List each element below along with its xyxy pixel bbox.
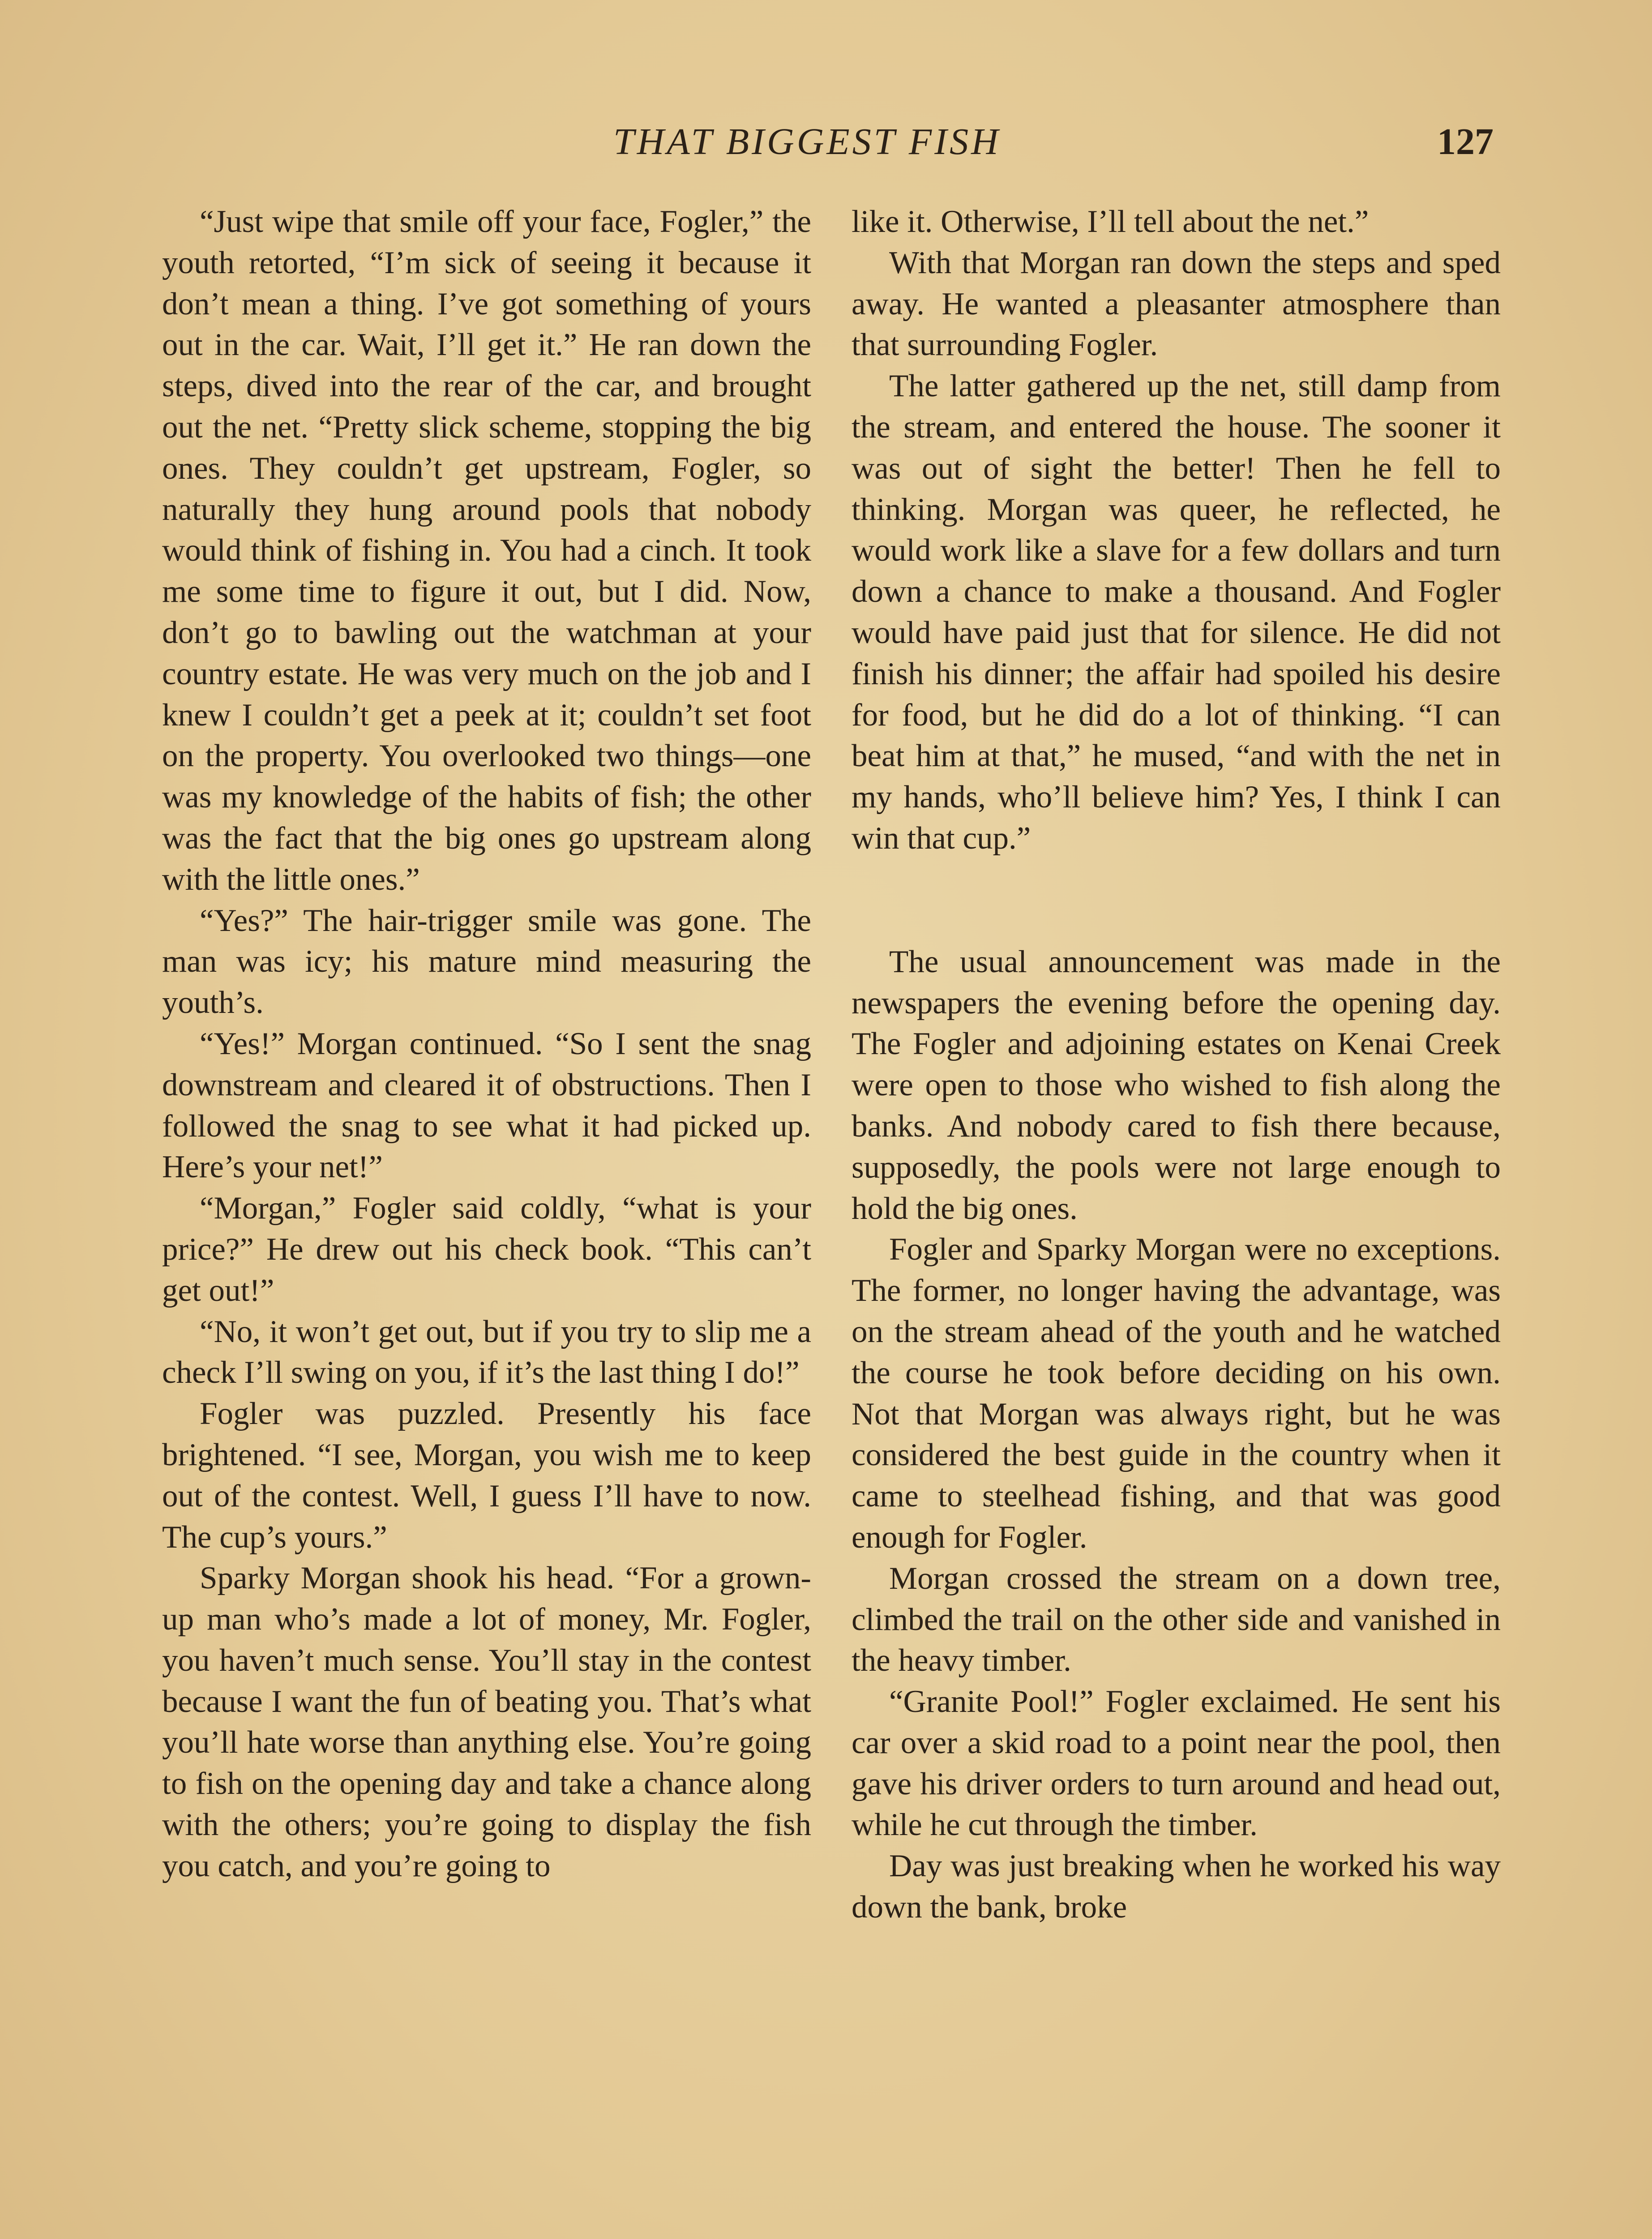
paragraph: “Just wipe that smile off your face, Fogler,” the youth retorted, “I’m sick of seeing it because it don’t mean a thing. I’ve got something of yours out in the car. Wait, I’ll get it.” He ran down the steps, dived into the rear of the car, and brought out the net. “Pretty slick scheme, stopping the big ones. They couldn’t get upstream, Fogler, so naturally they hung around pools that nobody would think of fishing in. You had a cinch. It took me some time to figure it out, but I did. Now, don’t go to bawling out the watchman at your country estate. He was very much on the job and I knew I couldn’t get a peek at it; couldn’t set foot on the property. You overlooked two things—one was my knowledge of the habits of fish; the other was the fact that the big ones go upstream along with the little ones.” (162, 204, 811, 897)
paragraph: Morgan crossed the stream on a down tree, climbed the trail on the other side and vanished in the heavy timber. (852, 1561, 1501, 1678)
section-first-paragraph: The usual announcement was made in the newspapers the evening before the opening day. The Fogler and adjoining estates on Kenai Creek were open to those who wished to fish along the banks. And nobody cared to fish there because, supposedly, the pools were not large enough to hold the big ones. (852, 944, 1501, 1226)
paragraph: “Granite Pool!” Fogler exclaimed. He sent his car over a skid road to a point near the pool, then gave his driver orders to turn around and head out, while he cut through the timber. (852, 1684, 1501, 1843)
paragraph: Fogler was puzzled. Presently his face brightened. “I see, Morgan, you wish me to keep out of the contest. Well, I guess I’ll have to now. The cup’s yours.” (162, 1396, 811, 1555)
paragraph: Sparky Morgan shook his head. “For a grown-up man who’s made a lot of money, Mr. Fogler, you haven’t much sense. You’ll stay in the contest because I want the fun of beating you. That’s what you’ll hate worse than anything else. You’re going to fish on the opening day and take a chance along with the others; you’re going to display the fish you catch, and you’re going to (162, 1561, 811, 1883)
left-column (162, 202, 811, 1887)
paragraph: Fogler and Sparky Morgan were no exceptions. The former, no longer having the advantage, was on the stream ahead of the youth and he watched the course he took before deciding on his own. Not that Morgan was always right, but he was considered the best guide in the country when it came to steelhead fishing, and that was good enough for Fogler. (852, 1232, 1501, 1555)
paragraph: “Yes?” The hair-trigger smile was gone. The man was icy; his mature mind measuring the youth’s. (162, 903, 811, 1021)
paragraph: The latter gathered up the net, still damp from the stream, and entered the house. The sooner it was out of sight the better! Then he fell to thinking. Morgan was queer, he reflected, he would work like a slave for a few dollars and turn down a chance to make a thousand. And Fogler would have paid just that for silence. He did not finish his dinner; the affair had spoiled his desire for food, but he did do a lot of thinking. “I can beat him at that,” he mused, “and with the net in my hands, who’ll believe him? Yes, I think I can win that cup.” (852, 369, 1501, 856)
paragraph: “No, it won’t get out, but if you try to slip me a check I’ll swing on you, if it’s the last thing I do!” (162, 1314, 811, 1390)
page-number: 127 (1437, 121, 1494, 163)
running-title: THAT BIGGEST FISH (613, 121, 1001, 163)
right-column (852, 202, 1501, 1928)
paragraph: Day was just breaking when he worked his way down the bank, broke (852, 1849, 1501, 1925)
paragraph: “Morgan,” Fogler said coldly, “what is your price?” He drew out his check book. “This can’t get out!” (162, 1191, 811, 1308)
running-head (0, 117, 1652, 167)
paragraph-continuation: like it. Otherwise, I’ll tell about the net.” (852, 204, 1369, 239)
paragraph: With that Morgan ran down the steps and sped away. He wanted a pleasanter atmosphere than that surrounding Fogler. (852, 245, 1501, 363)
paragraph: “Yes!” Morgan continued. “So I sent the snag downstream and cleared it of obstructions. Then I followed the snag to see what it had picked up. Here’s your net!” (162, 1026, 811, 1185)
